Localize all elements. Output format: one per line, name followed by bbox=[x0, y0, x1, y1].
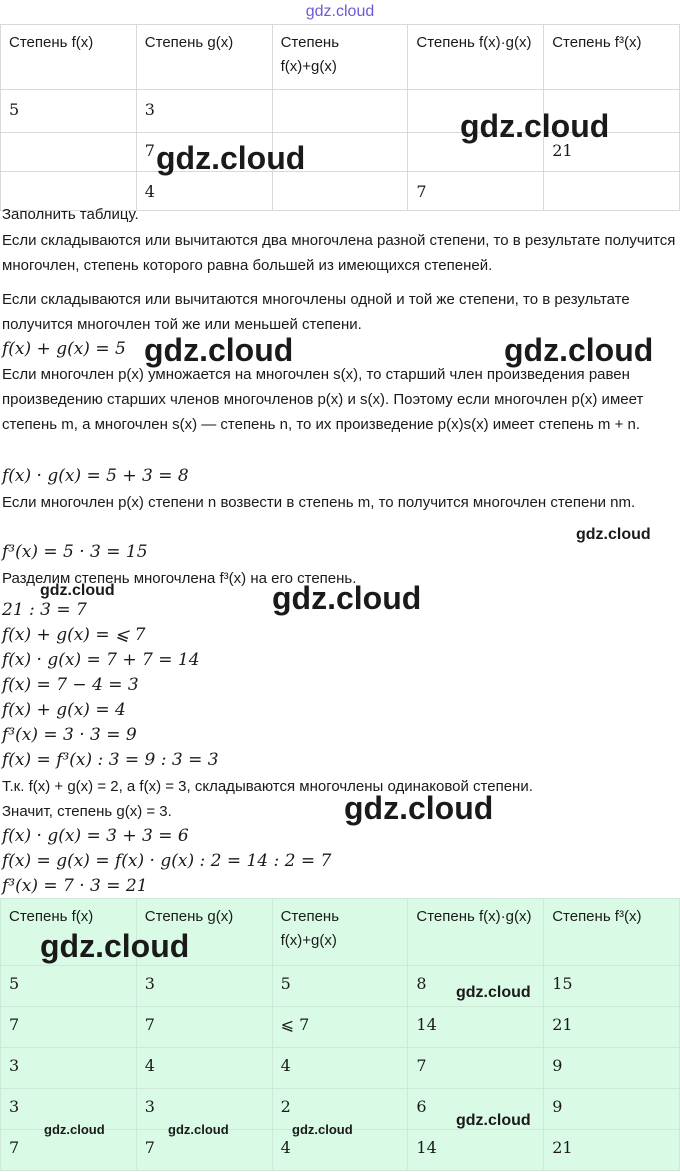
rule-text: Если многочлен p(x) умножается на многочлен s(x), то старший член произведения равен произведению старших членов многочленов p(x) и s(x). Поэтому если многочлен p(x) имеет степень m, а многочлен s(x) — степень n, то их произведение p(x)s(x) имеет степень m + n. bbox=[2, 366, 644, 433]
watermark: gdz.cloud bbox=[456, 1112, 531, 1129]
table-cell: 3 bbox=[136, 966, 272, 1007]
table-cell: 5 bbox=[272, 966, 408, 1007]
header-deg-sum: Степень f(x)+g(x) bbox=[272, 899, 408, 966]
table-cell: 8 bbox=[408, 966, 544, 1007]
table-cell: 4 bbox=[136, 172, 272, 211]
header-deg-g: Степень g(x) bbox=[136, 899, 272, 966]
equation: f³(x) = 3 · 3 = 9 bbox=[2, 725, 137, 745]
table-cell: 7 bbox=[408, 1048, 544, 1089]
table-header-row bbox=[1, 25, 680, 90]
table-cell: 3 bbox=[136, 1089, 272, 1130]
equation: f(x) · g(x) = 7 + 7 = 14 bbox=[2, 650, 200, 670]
watermark: gdz.cloud bbox=[168, 1122, 229, 1137]
header-deg-cube: Степень f³(x) bbox=[544, 25, 680, 90]
rule-text: Разделим степень многочлена f³(x) на его степень. bbox=[2, 570, 357, 587]
table-cell: 15 bbox=[544, 966, 680, 1007]
table-cell: 3 bbox=[1, 1089, 137, 1130]
table-cell: 7 bbox=[1, 1130, 137, 1171]
site-label[interactable]: gdz.cloud bbox=[305, 3, 375, 20]
table-cell: 9 bbox=[544, 1089, 680, 1130]
table-row bbox=[1, 966, 680, 1007]
table-cell: 7 bbox=[136, 1007, 272, 1048]
table-cell: 21 bbox=[544, 133, 680, 172]
equation: f(x) = 7 − 4 = 3 bbox=[2, 675, 139, 695]
header-deg-product: Степень f(x)·g(x) bbox=[408, 899, 544, 966]
table-row bbox=[1, 1048, 680, 1089]
equation: f(x) = f³(x) : 3 = 9 : 3 = 3 bbox=[2, 750, 219, 770]
equation: f³(x) = 7 · 3 = 21 bbox=[2, 876, 148, 896]
table-cell: 7 bbox=[408, 172, 544, 211]
header-deg-sum: Степень f(x)+g(x) bbox=[272, 25, 408, 90]
table-cell bbox=[1, 133, 137, 172]
table-row bbox=[1, 1007, 680, 1048]
watermark: gdz.cloud bbox=[456, 984, 531, 1001]
rule-text: Если складываются или вычитаются два многочлена разной степени, то в результате получится многочлен, степень которого равна большей из имеющихся степеней. bbox=[2, 232, 676, 274]
equation: f(x) + g(x) = 4 bbox=[2, 700, 126, 720]
table-cell: ⩽ 7 bbox=[272, 1007, 408, 1048]
watermark: gdz.cloud bbox=[156, 140, 306, 176]
equation: 21 : 3 = 7 bbox=[2, 600, 87, 620]
equation: f(x) + g(x) = 5 bbox=[2, 339, 126, 359]
header-deg-g: Степень g(x) bbox=[136, 25, 272, 90]
watermark: gdz.cloud bbox=[460, 108, 610, 144]
table-cell: 5 bbox=[1, 966, 137, 1007]
table-cell: 7 bbox=[1, 1007, 137, 1048]
table-cell: 7 bbox=[136, 133, 272, 172]
equation: f(x) + g(x) = ⩽ 7 bbox=[2, 625, 146, 645]
watermark: gdz.cloud bbox=[40, 928, 190, 964]
header-deg-product: Степень f(x)·g(x) bbox=[408, 25, 544, 90]
table-cell: 4 bbox=[272, 1048, 408, 1089]
watermark: gdz.cloud bbox=[292, 1122, 353, 1137]
watermark: gdz.cloud bbox=[576, 526, 651, 543]
equation: f(x) · g(x) = 3 + 3 = 6 bbox=[2, 826, 189, 846]
table-cell: 5 bbox=[1, 90, 137, 133]
table-cell: 2 bbox=[272, 1089, 408, 1130]
watermark: gdz.cloud bbox=[40, 582, 115, 599]
header-deg-cube: Степень f³(x) bbox=[544, 899, 680, 966]
table-cell: 14 bbox=[408, 1007, 544, 1048]
watermark: gdz.cloud bbox=[504, 332, 654, 368]
equation: f³(x) = 5 · 3 = 15 bbox=[2, 542, 148, 562]
table-cell: 3 bbox=[136, 90, 272, 133]
watermark: gdz.cloud bbox=[144, 332, 294, 368]
watermark: gdz.cloud bbox=[344, 790, 494, 826]
table-cell: 21 bbox=[544, 1007, 680, 1048]
header-deg-f: Степень f(x) bbox=[1, 25, 137, 90]
rule-text: Если многочлен p(x) степени n возвести в степень m, то получится многочлен степени nm. bbox=[2, 494, 636, 511]
table-cell: 4 bbox=[136, 1048, 272, 1089]
table-cell: 3 bbox=[1, 1048, 137, 1089]
table-cell: 6 bbox=[408, 1089, 544, 1130]
rule-text: Значит, степень g(x) = 3. bbox=[2, 803, 172, 820]
header-deg-f: Степень f(x) bbox=[1, 899, 137, 966]
table-cell: 7 bbox=[136, 1130, 272, 1171]
watermark: gdz.cloud bbox=[44, 1122, 105, 1137]
rule-text: Если складываются или вычитаются многочлены одной и той же степени, то в результате получится многочлен той же или меньшей степени. bbox=[2, 291, 630, 333]
table-cell: 4 bbox=[272, 1130, 408, 1171]
equation: f(x) = g(x) = f(x) · g(x) : 2 = 14 : 2 = 7 bbox=[2, 851, 332, 871]
equation: f(x) · g(x) = 5 + 3 = 8 bbox=[2, 466, 189, 486]
table-cell: 14 bbox=[408, 1130, 544, 1171]
rule-text: Т.к. f(x) + g(x) = 2, а f(x) = 3, складываются многочлены одинаковой степени. bbox=[2, 778, 533, 795]
table-cell: 21 bbox=[544, 1130, 680, 1171]
watermark: gdz.cloud bbox=[272, 580, 422, 616]
table-cell bbox=[272, 90, 408, 133]
table-cell: 9 bbox=[544, 1048, 680, 1089]
task-text: Заполнить таблицу. bbox=[2, 206, 139, 223]
